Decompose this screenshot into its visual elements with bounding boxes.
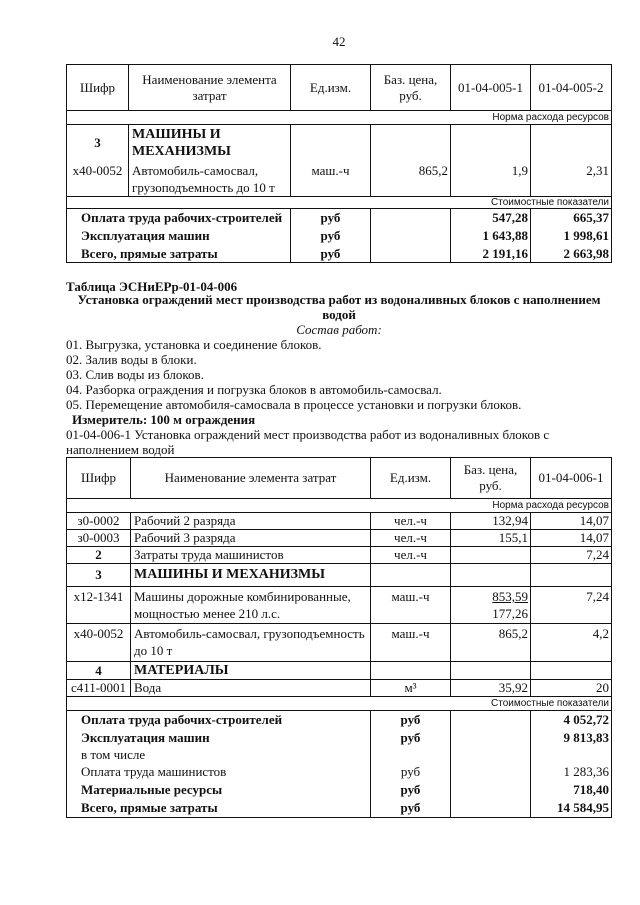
cost-label: Стоимостные показатели	[67, 197, 612, 209]
resource-code: х40-0052	[67, 161, 129, 197]
work-composition-heading: Состав работ:	[296, 322, 382, 337]
resource-norm: 14,07	[531, 530, 612, 547]
cost-value-1: 547,28	[451, 209, 531, 227]
empty-cell	[371, 662, 451, 680]
resource-name: Машины дорожные комбинированные, мощностью менее 210 л.с.	[131, 587, 371, 624]
norm-label: Норма расхода ресурсов	[67, 111, 612, 125]
table-row	[67, 530, 612, 547]
empty-cell	[451, 799, 531, 818]
cost-value: 718,40	[531, 781, 612, 799]
cost-unit: руб	[371, 763, 451, 781]
empty-cell	[451, 125, 531, 161]
header-norm-col-1: 01-04-005-1	[451, 65, 531, 111]
norm-description: 01-04-006-1 Установка ограждений мест производства работ из водоналивных блоков с наполнением водой	[66, 427, 550, 457]
cost-unit: руб	[291, 245, 371, 263]
resource-unit: маш.-ч	[371, 587, 451, 624]
section-row	[67, 662, 612, 680]
resource-price: 132,94	[451, 513, 531, 530]
table-description	[66, 279, 612, 457]
cost-value-2: 1 998,61	[531, 227, 612, 245]
section-row	[67, 564, 612, 587]
cost-value: 4 052,72	[531, 711, 612, 729]
cost-label-text: Оплата труда рабочих-строителей	[67, 209, 291, 227]
section-title: МАТЕРИАЛЫ	[131, 662, 371, 680]
cost-label-text: в том числе	[67, 747, 371, 763]
resource-code: з0-0003	[67, 530, 131, 547]
cost-value-1: 2 191,16	[451, 245, 531, 263]
cost-label-row	[67, 697, 612, 711]
cost-label-text: Эксплуатация машин	[67, 227, 291, 245]
cost-value-2: 2 663,98	[531, 245, 612, 263]
empty-cell	[451, 729, 531, 747]
resource-name: Рабочий 2 разряда	[131, 513, 371, 530]
resource-name: Автомобиль-самосвал, грузоподъемность до 10 т	[131, 624, 371, 662]
cost-value: 1 283,36	[531, 763, 612, 781]
table-row	[67, 587, 612, 624]
cost-value: 14 584,95	[531, 799, 612, 818]
empty-cell	[451, 781, 531, 799]
resource-name: Вода	[131, 680, 371, 697]
table-row	[67, 624, 612, 662]
resource-price: 35,92	[451, 680, 531, 697]
header-unit: Ед.изм.	[291, 65, 371, 111]
empty-cell	[531, 747, 612, 763]
cost-label-row	[67, 197, 612, 209]
section-title: МАШИНЫ И МЕХАНИЗМЫ	[131, 564, 371, 587]
resource-price: 865,2	[371, 161, 451, 197]
resource-price: 155,1	[451, 530, 531, 547]
empty-cell	[371, 245, 451, 263]
resource-name: Автомобиль-самосвал, грузоподъемность до 10 т	[129, 161, 291, 197]
table-header-row	[67, 458, 612, 499]
cost-label-text: Всего, прямые затраты	[67, 799, 371, 818]
resource-name: Рабочий 3 разряда	[131, 530, 371, 547]
resource-unit: чел.-ч	[371, 547, 451, 564]
table-row	[67, 513, 612, 530]
resource-price: 865,2	[451, 624, 531, 662]
work-item: 01. Выгрузка, установка и соединение блоков.	[66, 337, 322, 352]
section-row	[67, 125, 612, 161]
cost-row	[67, 711, 612, 729]
empty-cell	[531, 662, 612, 680]
empty-cell	[371, 747, 451, 763]
cost-unit: руб	[291, 209, 371, 227]
resource-unit: чел.-ч	[371, 513, 451, 530]
resource-code: 2	[67, 547, 131, 564]
empty-cell	[371, 564, 451, 587]
resource-price-primary: 853,59	[492, 589, 528, 604]
table-row	[67, 680, 612, 697]
cost-row	[67, 781, 612, 799]
resource-unit: маш.-ч	[371, 624, 451, 662]
cost-unit: руб	[371, 711, 451, 729]
cost-unit: руб	[291, 227, 371, 245]
empty-cell	[371, 209, 451, 227]
cost-row	[67, 729, 612, 747]
page-number: 42	[332, 34, 346, 49]
empty-cell	[531, 564, 612, 587]
cost-row	[67, 209, 612, 227]
resource-name: Затраты труда машинистов	[131, 547, 371, 564]
header-code: Шифр	[67, 65, 129, 111]
resource-code: х40-0052	[67, 624, 131, 662]
empty-cell	[451, 711, 531, 729]
empty-cell	[291, 125, 371, 161]
resource-code: з0-0002	[67, 513, 131, 530]
empty-cell	[371, 125, 451, 161]
cost-value-1: 1 643,88	[451, 227, 531, 245]
table-title: Установка ограждений мест производства работ из водоналивных блоков с наполнением водой	[77, 292, 601, 322]
empty-cell	[451, 763, 531, 781]
header-price: Баз. цена, руб.	[451, 458, 531, 499]
empty-cell	[451, 547, 531, 564]
cost-label-text: Оплата труда рабочих-строителей	[67, 711, 371, 729]
empty-cell	[531, 125, 612, 161]
work-item: 05. Перемещение автомобиля-самосвала в процессе установки и погрузки блоков.	[66, 397, 522, 412]
work-item: 04. Разборка ограждения и погрузка блоков в автомобиль-самосвал.	[66, 382, 442, 397]
section-title: МАШИНЫ И МЕХАНИЗМЫ	[129, 125, 291, 161]
header-code: Шифр	[67, 458, 131, 499]
table-row	[67, 547, 612, 564]
cost-row	[67, 747, 612, 763]
norm-label-row	[67, 111, 612, 125]
empty-cell	[451, 747, 531, 763]
empty-cell	[451, 662, 531, 680]
resource-norm: 4,2	[531, 624, 612, 662]
section-code: 3	[67, 564, 131, 587]
resource-table-01-04-005	[66, 64, 612, 263]
cost-value: 9 813,83	[531, 729, 612, 747]
resource-table-01-04-006	[66, 457, 612, 818]
resource-price	[451, 587, 531, 624]
resource-norm: 20	[531, 680, 612, 697]
cost-unit: руб	[371, 799, 451, 818]
cost-label-text: Материальные ресурсы	[67, 781, 371, 799]
cost-unit: руб	[371, 781, 451, 799]
cost-value-2: 665,37	[531, 209, 612, 227]
measurement-unit: Измеритель: 100 м ограждения	[72, 412, 256, 427]
cost-row	[67, 227, 612, 245]
work-item: 02. Залив воды в блоки.	[66, 352, 197, 367]
header-unit: Ед.изм.	[371, 458, 451, 499]
cost-label-text: Эксплуатация машин	[67, 729, 371, 747]
empty-cell	[371, 227, 451, 245]
resource-price-secondary: 177,26	[492, 606, 528, 621]
cost-label-text: Всего, прямые затраты	[67, 245, 291, 263]
resource-norm-2: 2,31	[531, 161, 612, 197]
resource-norm-1: 1,9	[451, 161, 531, 197]
resource-unit: чел.-ч	[371, 530, 451, 547]
cost-row	[67, 799, 612, 818]
work-item: 03. Слив воды из блоков.	[66, 367, 204, 382]
resource-code: с411-0001	[67, 680, 131, 697]
table-header-row	[67, 65, 612, 111]
resource-unit: м³	[371, 680, 451, 697]
table-row	[67, 161, 612, 197]
resource-unit: маш.-ч	[291, 161, 371, 197]
resource-code: х12-1341	[67, 587, 131, 624]
header-name: Наименование элемента затрат	[129, 65, 291, 111]
section-code: 4	[67, 662, 131, 680]
norm-label-row	[67, 499, 612, 513]
header-price: Баз. цена, руб.	[371, 65, 451, 111]
header-norm-col-2: 01-04-005-2	[531, 65, 612, 111]
table-code: Таблица ЭСНиЕРр-01-04-006	[66, 279, 238, 294]
cost-unit: руб	[371, 729, 451, 747]
cost-label: Стоимостные показатели	[67, 697, 612, 711]
resource-norm: 7,24	[531, 547, 612, 564]
section-code: 3	[67, 125, 129, 161]
cost-row	[67, 763, 612, 781]
resource-norm: 14,07	[531, 513, 612, 530]
cost-label-text: Оплата труда машинистов	[67, 763, 371, 781]
empty-cell	[451, 564, 531, 587]
norm-label: Норма расхода ресурсов	[67, 499, 612, 513]
cost-row	[67, 245, 612, 263]
header-name: Наименование элемента затрат	[131, 458, 371, 499]
header-norm-col-1: 01-04-006-1	[531, 458, 612, 499]
resource-norm: 7,24	[531, 587, 612, 624]
